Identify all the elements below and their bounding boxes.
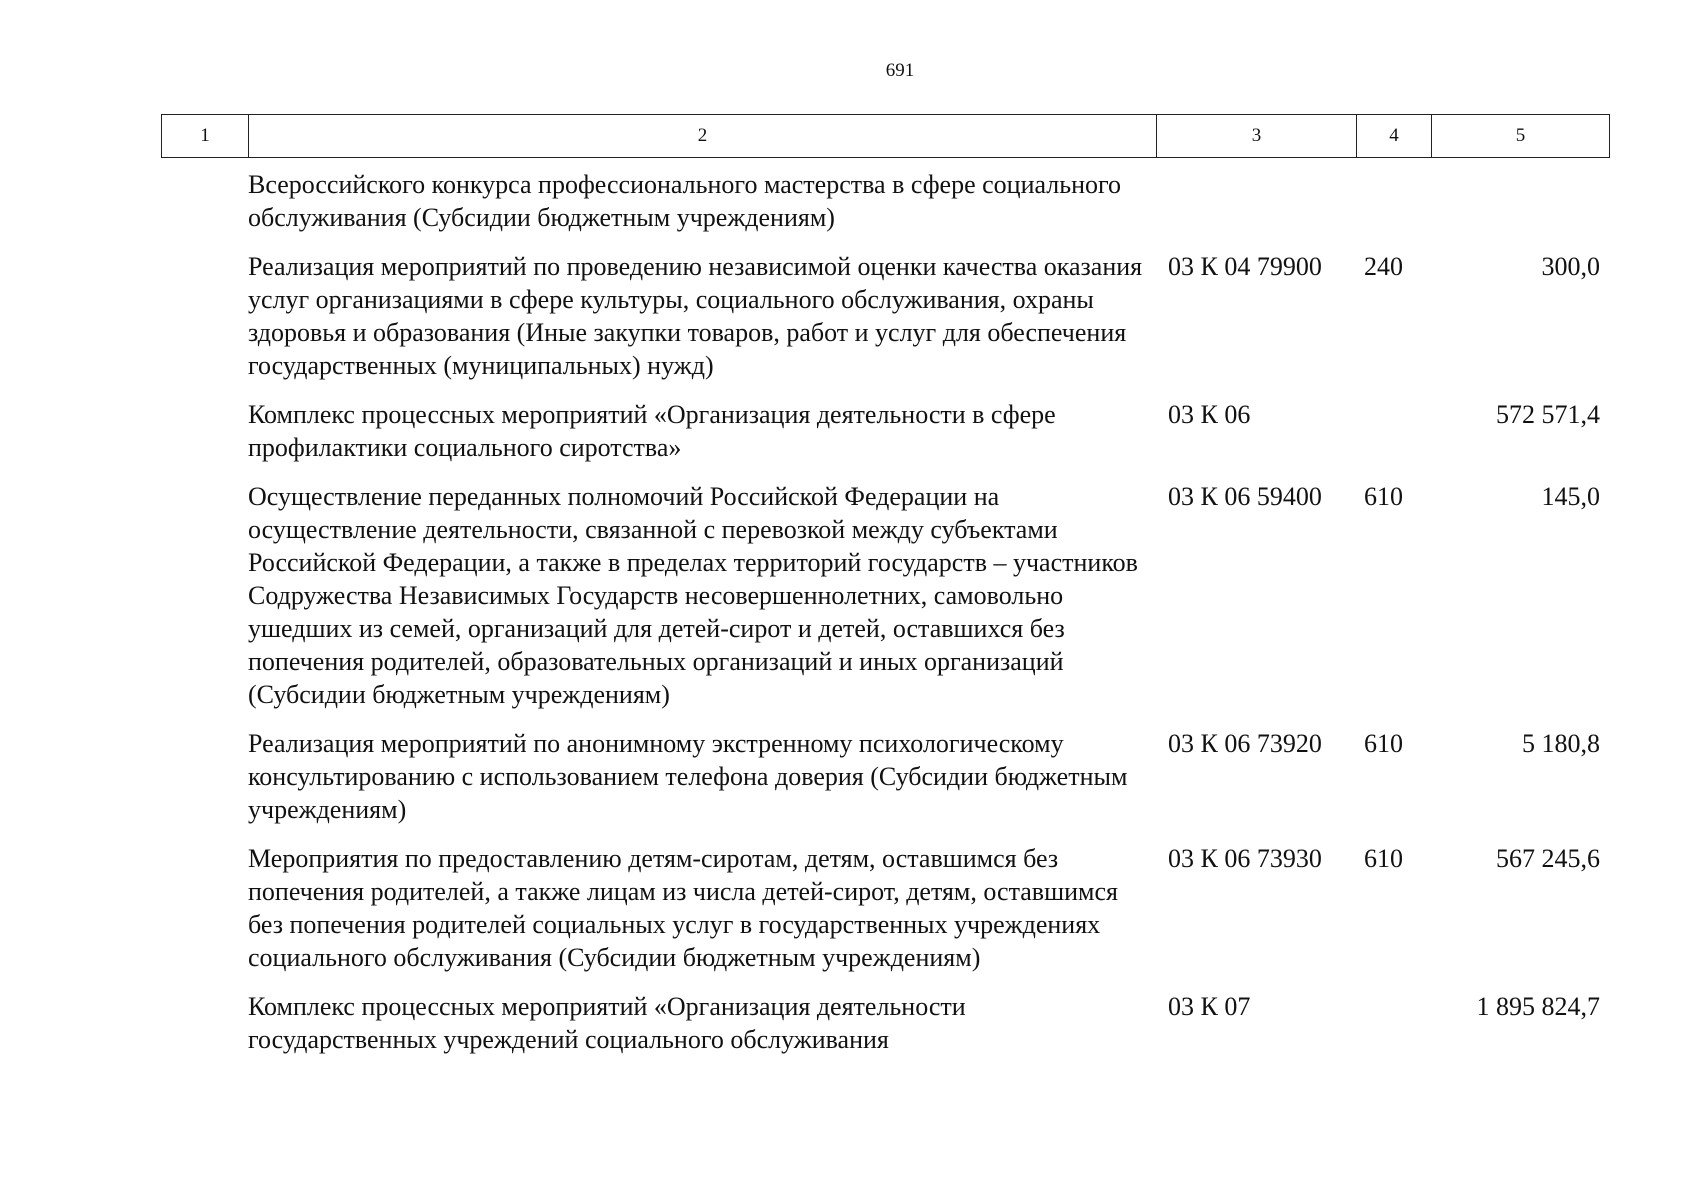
row-name: Реализация мероприятий по проведению независимой оценки качества оказания услуг организациями в сфере культуры, социального обслуживания, охраны здоровья и образования (Иные закупки товаров, работ и услуг для обеспечения государственных (муниципальных) нужд)	[248, 252, 1143, 380]
row-amount: 5 180,8	[1522, 729, 1600, 758]
table-row	[161, 842, 1609, 974]
row-code: 03 К 06 73930	[1168, 844, 1322, 873]
table-row	[161, 990, 1609, 1056]
row-code: 03 К 06 73920	[1168, 729, 1322, 758]
column-header-3: 3	[1157, 115, 1357, 158]
table-row	[161, 168, 1609, 234]
row-name: Реализация мероприятий по анонимному экстренному психологическому консультированию с использованием телефона доверия (Субсидии бюджетным учреждениям)	[248, 729, 1128, 824]
row-name: Мероприятия по предоставлению детям-сиротам, детям, оставшимся без попечения родителей, а также лицам из числа детей-сирот, детям, оставшимся без попечения родителей социальных услуг в государственных учреждениях социального обслуживания (Субсидии бюджетным учреждениям)	[248, 844, 1118, 972]
row-name: Всероссийского конкурса профессионального мастерства в сфере социального обслуживания (Субсидии бюджетным учреждениям)	[248, 170, 1122, 232]
row-name: Комплекс процессных мероприятий «Организация деятельности государственных учреждений социального обслуживания	[248, 992, 966, 1054]
column-header-row	[162, 115, 1610, 158]
row-type: 610	[1364, 844, 1403, 873]
column-header-4: 4	[1357, 115, 1432, 158]
row-code: 03 К 07	[1168, 992, 1251, 1021]
row-amount: 300,0	[1541, 252, 1600, 281]
row-amount: 145,0	[1541, 482, 1600, 511]
table-row	[161, 727, 1609, 826]
column-header-5: 5	[1432, 115, 1610, 158]
column-header-1: 1	[162, 115, 249, 158]
row-amount: 1 895 824,7	[1476, 992, 1600, 1021]
column-header-table	[161, 114, 1610, 158]
row-name: Осуществление переданных полномочий Российской Федерации на осуществление деятельности, связанной с перевозкой между субъектами Российской Федерации, а также в пределах территорий государств – участников Содружества Независимых Государств несовершеннолетних, самовольно ушедших из семей, организаций для детей-сирот и детей, оставшихся без попечения родителей, образовательных организаций и иных организаций (Субсидии бюджетным учреждениям)	[248, 482, 1138, 709]
row-type: 240	[1364, 252, 1403, 281]
page-number: 691	[885, 60, 915, 81]
row-code: 03 К 06	[1168, 400, 1251, 429]
row-code: 03 К 06 59400	[1168, 482, 1322, 511]
column-header-2: 2	[249, 115, 1157, 158]
table-row	[161, 480, 1609, 711]
table-row	[161, 250, 1609, 382]
row-amount: 572 571,4	[1496, 400, 1600, 429]
row-amount: 567 245,6	[1496, 844, 1600, 873]
row-type: 610	[1364, 729, 1403, 758]
table-body	[161, 168, 1609, 1072]
row-type: 610	[1364, 482, 1403, 511]
row-code: 03 К 04 79900	[1168, 252, 1322, 281]
row-name: Комплекс процессных мероприятий «Организация деятельности в сфере профилактики социального сиротства»	[248, 400, 1056, 462]
table-row	[161, 398, 1609, 464]
